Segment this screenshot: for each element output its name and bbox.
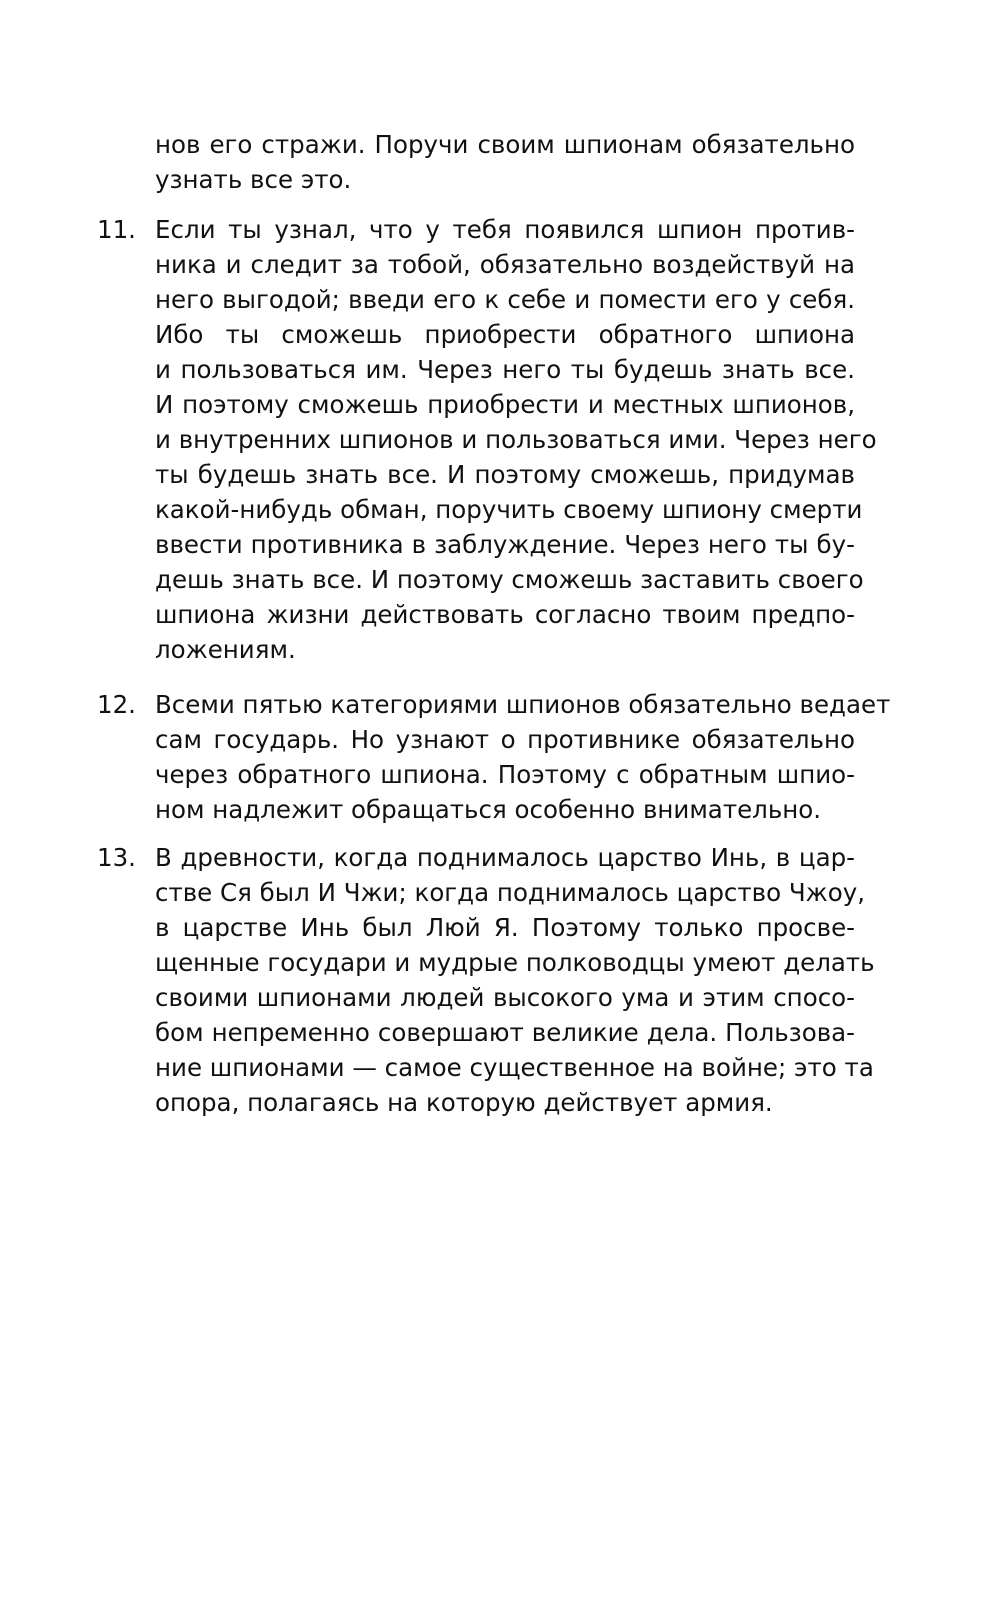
item-number: 13. xyxy=(97,843,136,872)
text-line: узнать все это. xyxy=(155,165,352,194)
continued-paragraph xyxy=(155,127,855,197)
text-line: через обратного шпиона. Поэтому с обратным шпио- xyxy=(155,760,855,789)
text-line: щенные государи и мудрые полководцы умеют делать xyxy=(155,948,875,977)
item-number: 12. xyxy=(97,690,136,719)
item-number: 11. xyxy=(97,215,136,244)
text-line: ты будешь знать все. И поэтому сможешь, придумав xyxy=(155,460,855,489)
text-line: опора, полагаясь на которую действует армия. xyxy=(155,1088,773,1117)
text-line: своими шпионами людей высокого ума и этим спосо- xyxy=(155,983,855,1012)
text-line: Ибо ты сможешь приобрести обратного шпиона xyxy=(155,320,855,349)
text-line: какой-нибудь обман, поручить своему шпиону смерти xyxy=(155,495,863,524)
text-line: ном надлежит обращаться особенно внимательно. xyxy=(155,795,822,824)
text-line: И поэтому сможешь приобрести и местных шпионов, xyxy=(155,390,855,419)
text-line: него выгодой; введи его к себе и помести его у себя. xyxy=(155,285,855,314)
text-line: в царстве Инь был Люй Я. Поэтому только просве- xyxy=(155,913,855,942)
item-text xyxy=(155,840,875,1120)
item-text xyxy=(155,687,891,827)
text-line: нов его стражи. Поручи своим шпионам обязательно xyxy=(155,130,855,159)
text-line: стве Ся был И Чжи; когда поднималось царство Чжоу, xyxy=(155,878,865,907)
text-line: Всеми пятью категориями шпионов обязательно ведает xyxy=(155,690,891,719)
item-text xyxy=(155,212,877,667)
text-line: бом непременно совершают великие дела. Пользова- xyxy=(155,1018,855,1047)
text-line: ника и следит за тобой, обязательно воздействуй на xyxy=(155,250,855,279)
text-line: ние шпионами — самое существенное на войне; это та xyxy=(155,1053,874,1082)
text-line: В древности, когда поднималось царство Инь, в цар- xyxy=(155,843,855,872)
text-line: сам государь. Но узнают о противнике обязательно xyxy=(155,725,855,754)
text-line: Если ты узнал, что у тебя появился шпион против- xyxy=(155,215,855,244)
text-line: шпиона жизни действовать согласно твоим предпо- xyxy=(155,600,855,629)
text-line: и пользоваться им. Через него ты будешь знать все. xyxy=(155,355,855,384)
text-line: ввести противника в заблуждение. Через него ты бу- xyxy=(155,530,855,559)
text-line: дешь знать все. И поэтому сможешь заставить своего xyxy=(155,565,864,594)
text-line: и внутренних шпионов и пользоваться ими. Через него xyxy=(155,425,877,454)
text-line: ложениям. xyxy=(155,635,296,664)
